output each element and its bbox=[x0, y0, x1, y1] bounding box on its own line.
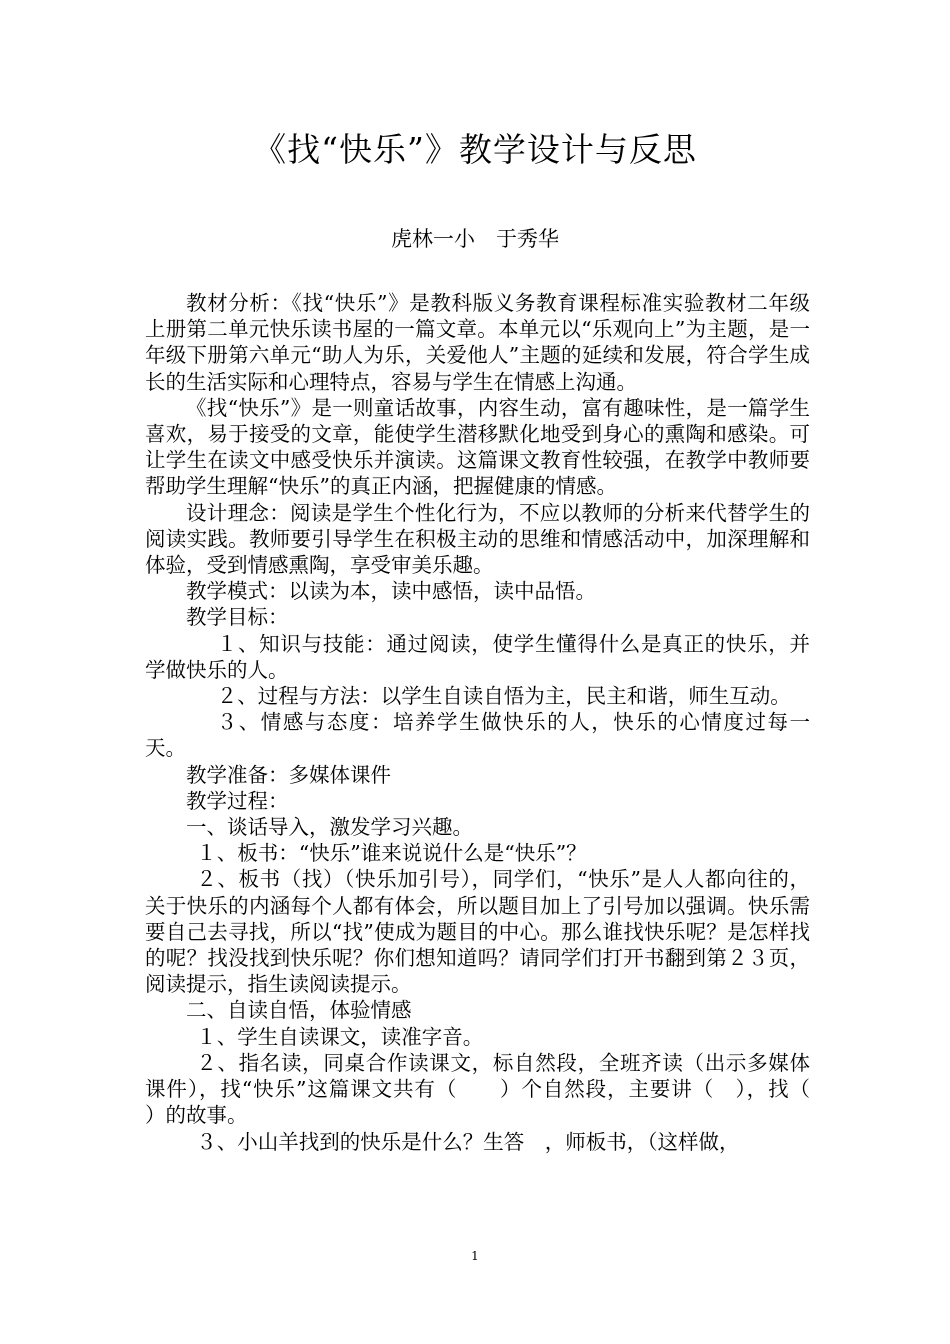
paragraph-step-2-3: ３、小山羊找到的快乐是什么？生答 ，师板书，（这样做， bbox=[196, 1129, 740, 1154]
document-body bbox=[145, 290, 872, 1155]
paragraph-textbook-analysis: 教材分析：《找“快乐”》是教科版义务教育课程标准实验教材二年级上册第二单元快乐读书屋的一篇文章。本单元以“乐观向上”为主题，是一年级下册第六单元“助人为乐，关爱他人”主题的延续和发展，符合学生成长的生活实际和心理特点，容易与学生在情感上沟通。 bbox=[145, 291, 810, 394]
paragraph-step-2-1: １、学生自读课文，读准字音。 bbox=[196, 1024, 484, 1049]
paragraph-goal-3: ３、情感与态度：培养学生做快乐的人，快乐的心情度过每一天。 bbox=[145, 710, 810, 761]
paragraph-step-1-1: １、板书：“快乐”谁来说说什么是“快乐”？ bbox=[196, 841, 587, 866]
paragraph-section-1-heading: 一、谈话导入，激发学习兴趣。 bbox=[186, 815, 473, 840]
paragraph-teaching-preparation: 教学准备：多媒体课件 bbox=[186, 762, 391, 787]
paragraph-goal-2: ２、过程与方法：以学生自读自悟为主，民主和谐，师生互动。 bbox=[216, 684, 791, 709]
page-title: 《找“快乐”》教学设计与反思 bbox=[253, 130, 697, 169]
paragraph-goal-1: １、知识与技能：通过阅读，使学生懂得什么是真正的快乐，并学做快乐的人。 bbox=[145, 631, 810, 682]
paragraph-teaching-goals-heading: 教学目标： bbox=[186, 605, 289, 630]
paragraph-section-2-heading: 二、自读自悟，体验情感 bbox=[186, 998, 412, 1023]
paragraph-story-description: 《找“快乐”》是一则童话故事，内容生动，富有趣味性，是一篇学生喜欢，易于接受的文章，能使学生潜移默化地受到身心的熏陶和感染。可让学生在读文中感受快乐并演读。这篇课文教育性较强，在教学中教师要帮助学生理解“快乐”的真正内涵，把握健康的情感。 bbox=[145, 395, 810, 499]
paragraph-design-concept: 设计理念：阅读是学生个性化行为，不应以教师的分析来代替学生的阅读实践。教师要引导学生在积极主动的思维和情感活动中，加深理解和体验，受到情感熏陶，享受审美乐趣。 bbox=[145, 500, 810, 578]
paragraph-step-2-2: ２、指名读，同桌合作读课文，标自然段，全班齐读（出示多媒体课件），找“快乐”这篇课文共有（ ）个自然段，主要讲（ ），找（ ）的故事。 bbox=[145, 1050, 872, 1128]
paragraph-teaching-process-heading: 教学过程： bbox=[186, 788, 289, 813]
paragraph-step-1-2: ２、板书（找）（快乐加引号），同学们，“快乐”是人人都向往的，关于快乐的内涵每个人都有体会，所以题目加上了引号加以强调。快乐需要自己去寻找，所以“找”使成为题目的中心。那么谁找快乐呢？是怎样找的呢？找没找到快乐呢？你们想知道吗？请同学们打开书翻到第２３页，阅读提示，指生读阅读提示。 bbox=[145, 867, 810, 997]
author-line: 虎林一小 于秀华 bbox=[391, 227, 559, 251]
page-number: 1 bbox=[471, 1249, 479, 1263]
paragraph-teaching-mode: 教学模式：以读为本，读中感悟，读中品悟。 bbox=[186, 579, 596, 604]
